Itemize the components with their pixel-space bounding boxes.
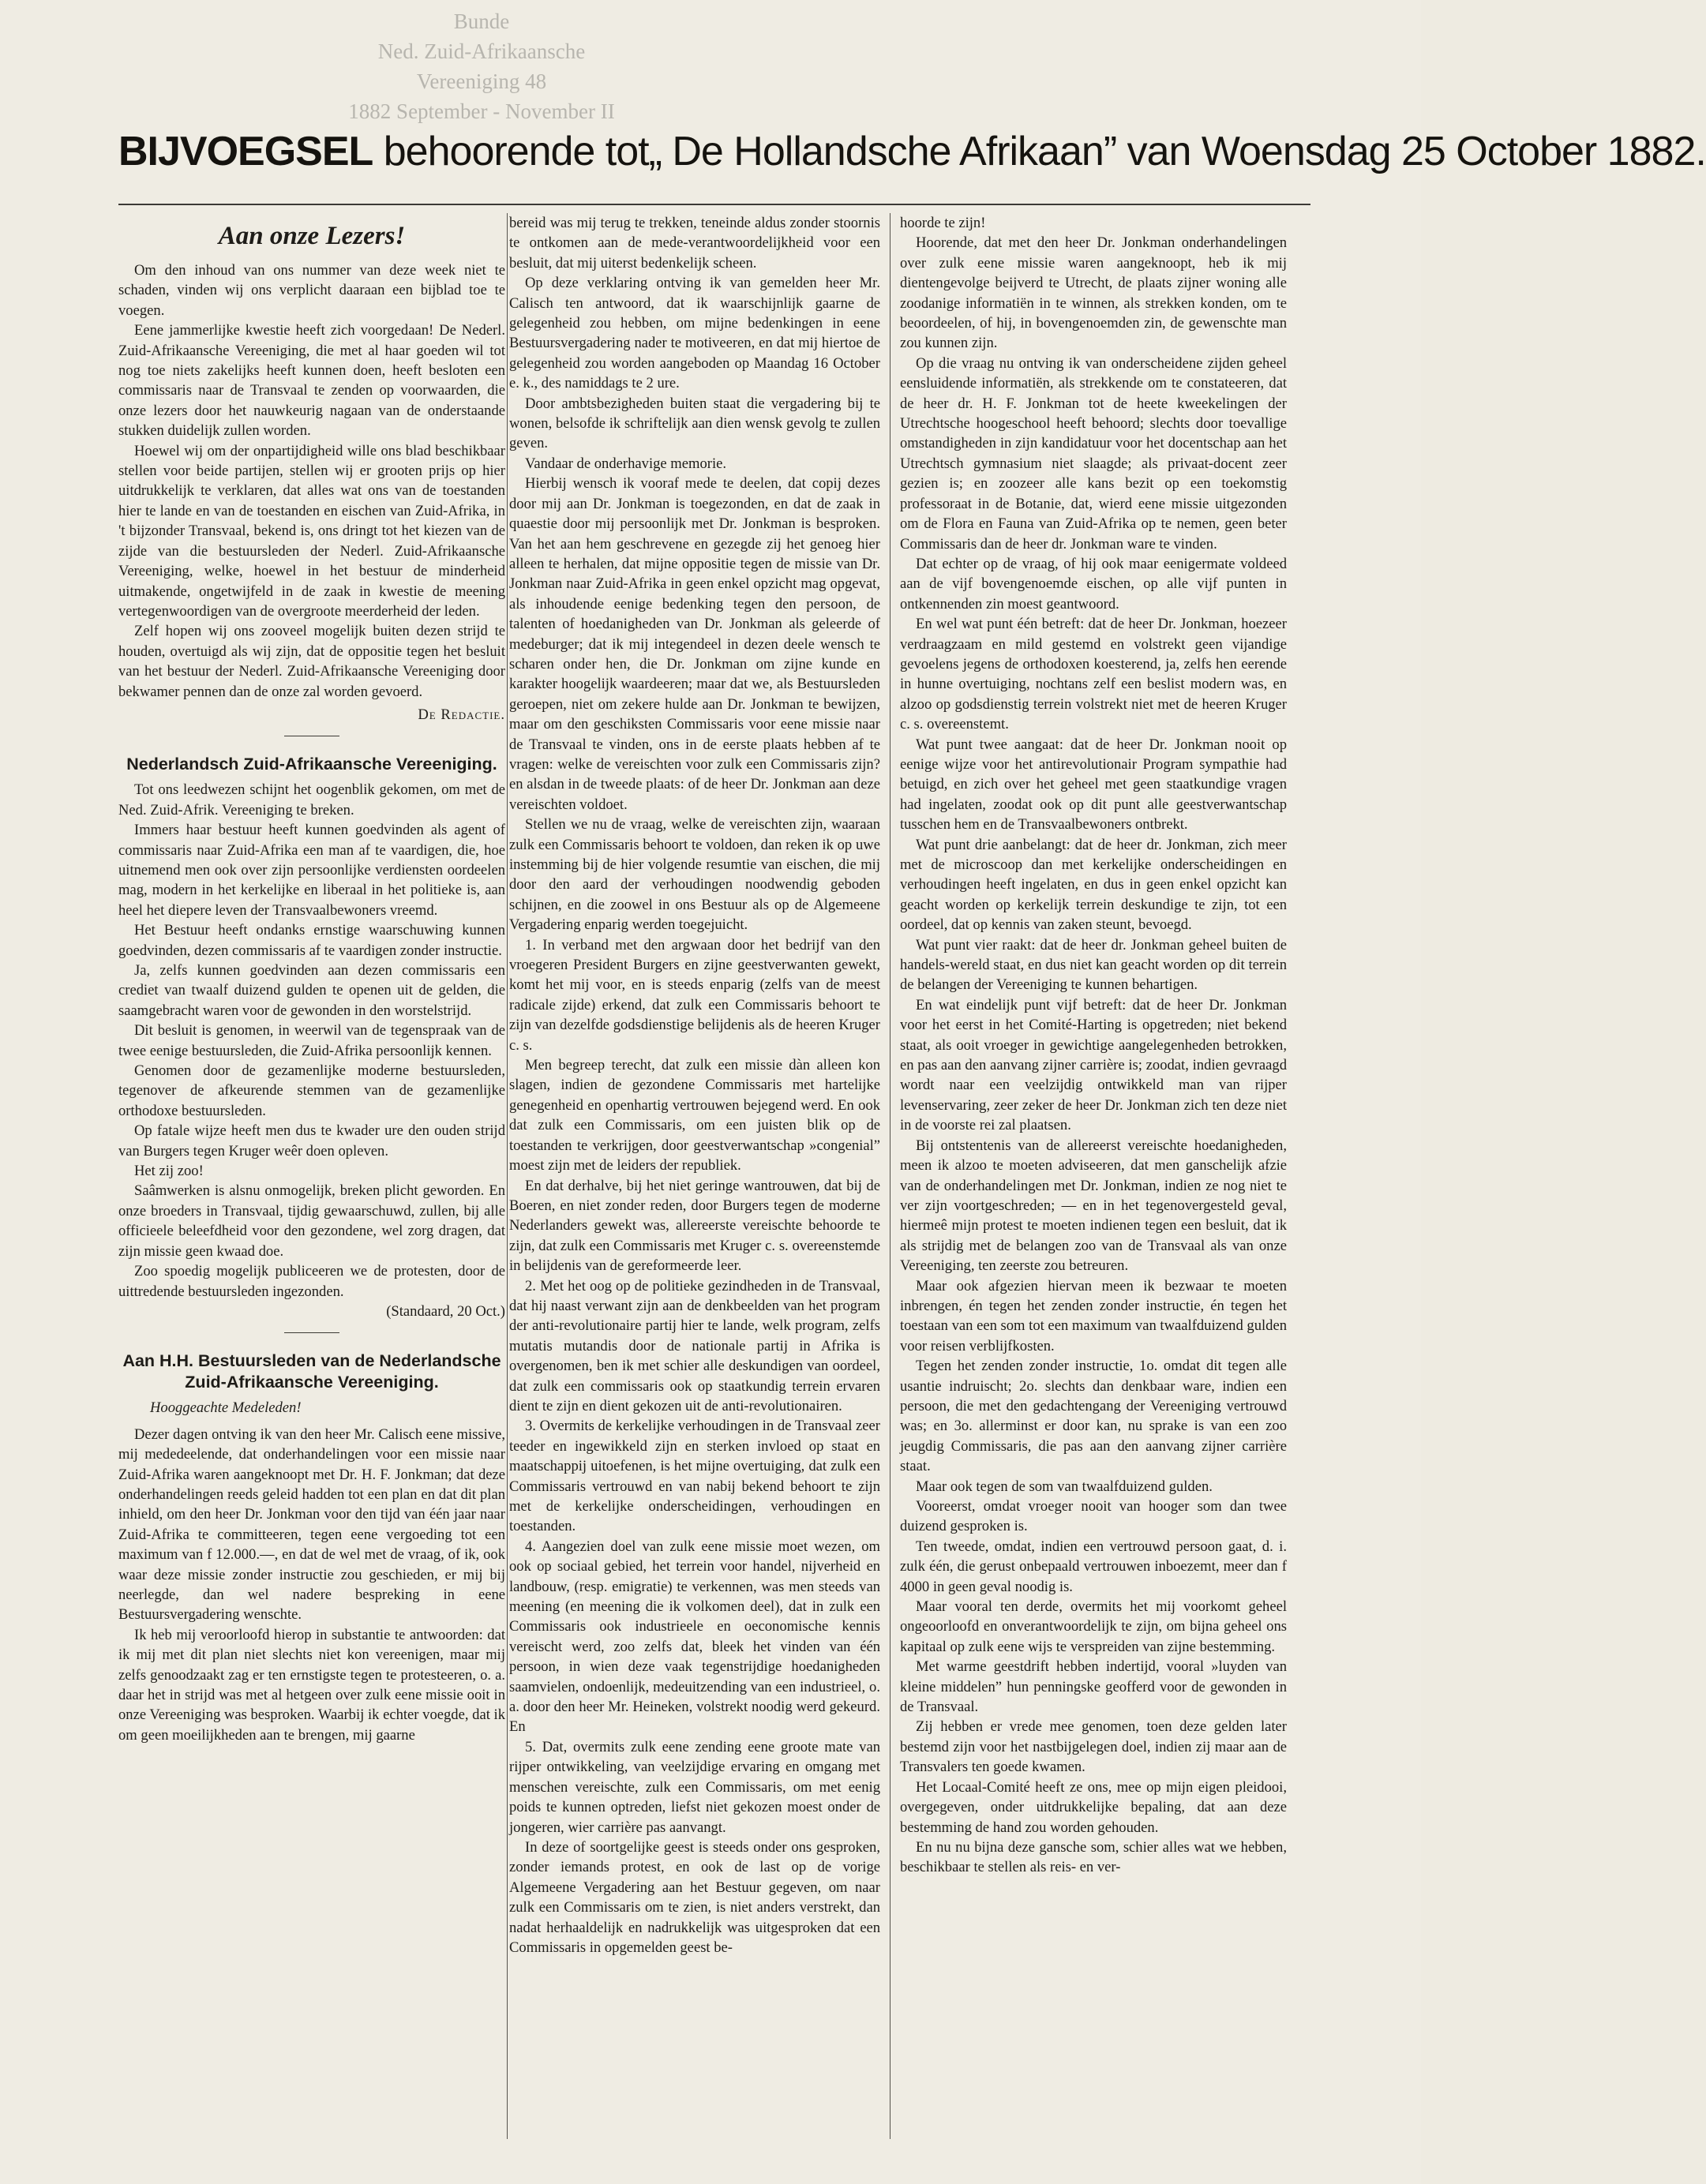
paragraph: 5. Dat, overmits zulk eene zending eene groote mate van rijper ontwikkeling, van veelzijdige ervaring en omgang met menschen vereischte, zulk een Commissaris, om met eenig poids te kunnen optreden, liefst niet gekozen moest onder de jongeren, wier carrière pas aanvangt. [509, 1738, 880, 1836]
paragraph: Eene jammerlijke kwestie heeft zich voorgedaan! De Nederl. Zuid-Afrikaansche Vereeniging, die met al haar goeden wil tot nog toe niets zakelijks heeft kunnen doen, heeft besloten een commissaris naar de Transvaal te zenden op voorwaarden, die onze lezers door het nauwkeurig nagaan van de onderstaande stukken duidelijk zullen worden. [118, 322, 505, 440]
stamp-line: Vereeniging 48 [416, 69, 547, 93]
paragraph: Wat punt twee aangaat: dat de heer Dr. Jonkman nooit op eenige wijze voor het antirevolutionair Program sympathie had betuigd, en zich over het geheel met geen staatkundige vragen had ingelaten, zoodat ook op dit punt alle geestverwantschap tusschen hem en de Transvaalbewoners ontbrekt. [900, 736, 1287, 834]
stamp-line: Bunde [453, 9, 510, 33]
column-1 [118, 213, 505, 2155]
paragraph: Maar vooral ten derde, overmits het mij voorkomt geheel ongeoorloofd en onverantwoordelijk te zijn, om bijna geheel ons kapitaal op zulk eene wijs te verspreiden van zijne bestemming. [900, 1598, 1287, 1655]
paragraph: Hierbij wensch ik vooraf mede te deelen, dat copij dezes door mij aan Dr. Jonkman is toegezonden, en dat de zaak in quaestie door mij persoonlijk met Dr. Jonkman is besproken. Van het aan hem geschrevene en gezegde zij het genoeg hier alleen te herhalen, dat mijne oppositie tegen de missie van Dr. Jonkman naar Zuid-Afrika in geen enkel opzicht mag opgevat, als inhoudende eenige bedenking tegen den persoon, de talenten of hoedanigheden van Dr. Jonkman als geleerde of medeburger; dat ik mij integendeel in dezen deele wensch te scharen onder hen, die Dr. Jonkman om zijne kunde en karakter hoogelijk waardeeren; maar dat we, als Bestuursleden geroepen, niet om zekere hulde aan Dr. Jonkman te bewijzen, maar om den geschiksten Commissaris voor eene missie naar de Transvaal te vinden, ons in de eerste plaats hebben af te vragen: welke de vereischten voor zulk een Commissaris zijn? en alsdan in de tweede plaats: of de heer Dr. Jonkman aan deze vereischten voldoet. [509, 475, 880, 813]
paragraph: Zij hebben er vrede mee genomen, toen deze gelden later bestemd zijn voor het nastbijgelegen doel, indien zij maar aan de Transvalers ten goede kwamen. [900, 1718, 1287, 1776]
paragraph: Met warme geestdrift hebben indertijd, vooral »luyden van kleine middelen” hun penningske geofferd voor de gewonden in de Transvaal. [900, 1658, 1287, 1716]
paragraph: bereid was mij terug te trekken, teneinde aldus zonder stoornis te ontkomen aan de mede-verantwoordelijkheid voor een besluit, dat mij uiterst bedenkelijk scheen. [509, 215, 880, 272]
paragraph: Vooreerst, omdat vroeger nooit van hooger som dan twee duizend gesproken is. [900, 1498, 1287, 1535]
column-3 [900, 213, 1287, 2155]
article-title-bestuursleden: Aan H.H. Bestuursleden van de Nederlandsche Zuid-Afrikaansche Vereeniging. [122, 1351, 501, 1392]
paragraph: Door ambtsbezigheden buiten staat die vergadering bij te wonen, belsofde ik schriftelijk aan dien wensk gevolg te zullen geven. [509, 395, 880, 452]
paragraph: 2. Met het oog op de politieke gezindheden in de Transvaal, dat hij naast verwant zijn aan de denkbeelden van het program der anti-revolutionaire partij hier te lande, welk program, zelfs mutatis mutandis door de nationale partij in Afrika is overgenomen, ben ik met schier alle deskundigen van oordeel, dat zulk een commissaris ook op staatkundig terrein ervaren dient te zijn en dient gekozen uit de anti-revolutionairen. [509, 1277, 880, 1414]
paragraph: Genomen door de gezamenlijke moderne bestuursleden, tegenover de afkeurende stemmen van de gezamenlijke orthodoxe bestuursleden. [118, 1062, 505, 1119]
paragraph: Het zij zoo! [134, 1163, 204, 1180]
paragraph: Om den inhoud van ons nummer van deze week niet te schaden, vinden wij ons verplicht daaraan een bijblad toe te voegen. [118, 262, 505, 319]
stamp-line: 1882 September - November II [348, 99, 615, 123]
paragraph: Ik heb mij veroorloofd hierop in substantie te antwoorden: dat ik mij met dit plan niet slechts niet kon vereenigen, maar mij zelfs genoodzaakt zag er ten ernstigste tegen te protesteeren, o. a. daar het in strijd was met al hetgeen over zulk eene missie ooit in onze Vereeniging was besproken. Waarbij ik echter voegde, dat ik om geen moeilijkheden aan te brengen, mij gaarne [118, 1626, 505, 1744]
paragraph: En dat derhalve, bij het niet geringe wantrouwen, dat bij de Boeren, en niet zonder reden, door Burgers tegen de moderne Nederlanders gewekt was, allereerste vereischte behoorde te zijn, dat zulk een Commissaris met Kruger c. s. overeenstemde in belijdenis van de gereformeerde leer. [509, 1177, 880, 1275]
paragraph: 4. Aangezien doel van zulk eene missie moet wezen, om ook op sociaal gebied, het terrein voor handel, nijverheid en landbouw, (resp. emigratie) te verkennen, was men steeds van meening (en meening die ik volkomen deel), dat in zulk een Commissaris ook industrieele en oeconomische kennis vereischt werd, zoo zelfs dat, bleek het vinden van één persoon, in wien deze vaak tegenstrijdige hoedanigheden saamvielen, ondoenlijk, medeuitzending van een industrieel, o. a. door den heer Mr. Heineken, volstrekt noodig werd gekeurd. En [509, 1538, 880, 1736]
paragraph: Op fatale wijze heeft men dus te kwader ure den ouden strijd van Burgers tegen Kruger weêr doen opleven. [118, 1122, 505, 1159]
paragraph: En wat eindelijk punt vijf betreft: dat de heer Dr. Jonkman voor het eerst in het Comité-Harting is opgetreden; niet bekend staat, als ooit vroeger in gewichtige aangelegenheden betrokken, en pas aan den aanvang zijner carrière is; zoodat, indien gevraagd wordt naar een veelzijdig ontwikkeld man van rijper levenservaring, zeer zeker de heer Dr. Jonkman zich ten deze niet in de voorste rei zal plaatsen. [900, 996, 1287, 1134]
paragraph: Dit besluit is genomen, in weerwil van de tegenspraak van de twee eenige bestuursleden, die Zuid-Afrika persoonlijk kennen. [118, 1022, 505, 1059]
paragraph: Bij ontstentenis van de allereerst vereischte hoedanigheden, meen ik alzoo te moeten adviseeren, dat men ganschelijk afzie van de onderhandelingen met Dr. Jonkman, indien ze nog niet te ver zijn voortgeschreden; — en in het tegenovergesteld geval, hiermeê mijn protest te moeten indienen tegen een besluit, dat ik als strijdig met de belangen zoo van de Transvaal als van onze Vereeniging, ten zeerste zou betreuren. [900, 1137, 1287, 1275]
paragraph: Ja, zelfs kunnen goedvinden aan dezen commissaris een crediet van twaalf duizend gulden te openen uit de gelden, die saamgebracht waren voor de gewonden in den worstelstrijd. [118, 962, 505, 1019]
source-line: (Standaard, 20 Oct.) [386, 1302, 505, 1320]
masthead-bold: BIJVOEGSEL [118, 129, 373, 174]
paragraph: Het Locaal-Comité heeft ze ons, mee op mijn eigen pleidooi, overgegeven, onder uitdrukkelijke bepaling, dat aan deze bestemming de hand zou worden gehouden. [900, 1778, 1287, 1836]
paragraph: Zelf hopen wij ons zooveel mogelijk buiten dezen strijd te houden, overtuigd als wij zijn, dat de oppositie tegen het besluit van het bestuur der Nederl. Zuid-Afrikaansche Vereeniging door bekwamer pennen dan de onze zal worden gevoerd. [118, 623, 505, 700]
paragraph: Saâmwerken is alsnu onmogelijk, breken plicht geworden. En onze broeders in Transvaal, tijdig gewaarschuwd, zullen, bij alle officieele beleefdheid voor den gezondene, wel zorg dragen, dat zijn missie geen kwaad doe. [118, 1182, 505, 1260]
salutation: Hooggeachte Medeleden! [150, 1399, 302, 1417]
masthead-rule [118, 204, 1310, 205]
paragraph: Wat punt drie aanbelangt: dat de heer dr. Jonkman, zich meer met de microscoop dan met kerkelijke onderscheidingen en verhoudingen heeft ingelaten, en dus in geen enkel opzicht kan geacht worden op kerkelijk terrein deskundige te zijn, tot een oordeel, dat op kennis van zaken steunt, bevoegd. [900, 836, 1287, 934]
article-title-lezers: Aan onze Lezers! [218, 222, 406, 250]
paragraph: Dezer dagen ontving ik van den heer Mr. Calisch eene missive, mij mededeelende, dat onderhandelingen voor een missie naar Zuid-Afrika waren aangeknoopt met Dr. H. F. Jonkman; dat deze onderhandelingen reeds geleid hadden tot een plan en dat dit plan inhield, om den heer Dr. Jonkman voor den tijd van één jaar naar Zuid-Afrika te committeeren, tegen eene vergoeding tot een maximum van f 12.000.—, en dat de wel met de vraag, of ik, ook waar deze missie zonder instructie zou geschieden, er mij bij neerlegde, dan wel nadere bespreking in eene Bestuursvergadering wenschte. [118, 1425, 505, 1624]
paragraph: Het Bestuur heeft ondanks ernstige waarschuwing kunnen goedvinden, dezen commissaris af te vaardigen zonder instructie. [118, 922, 505, 959]
paragraph: Dat echter op de vraag, of hij ook maar eenigermate voldeed aan de vijf bovengenoemde eischen, op alle vijf punten in ontkennenden zin moest geantwoord. [900, 555, 1287, 612]
paragraph: 3. Overmits de kerkelijke verhoudingen in de Transvaal zeer teeder en ingewikkeld zijn en sterken invloed op staat en maatschappij uitoefenen, is het mijne overtuiging, dat zulk een Commissaris vertrouwd en van nabij bekend behoort te zijn met de kerkelijke onderscheidingen, verhoudingen en toestanden. [509, 1418, 880, 1535]
column-divider [507, 213, 508, 2139]
paragraph: Hoorende, dat met den heer Dr. Jonkman onderhandelingen over zulk eene missie waren aangeknoopt, heb ik mij dientengevolge beijverd te Utrecht, de plaats zijner woning alle zoodanige informatiën in te winnen, als strekken konden, om te beoordeelen, of hij, in bovengenoemden zin, de gewenschte man zou kunnen zijn. [900, 234, 1287, 352]
article-title-vereeniging: Nederlandsch Zuid-Afrikaansche Vereeniging. [126, 755, 497, 774]
masthead-rest: behoorende tot„ De Hollandsche Afrikaan” van Woensdag 25 October 1882. [373, 129, 1706, 174]
stamp-line: Ned. Zuid-Afrikaansche [377, 39, 586, 63]
paragraph: hoorde te zijn! [900, 215, 986, 231]
paragraph: Immers haar bestuur heeft kunnen goedvinden als agent of commissaris naar Zuid-Afrika een man af te vaardigen, die, hoe uitnemend men ook over zijn persoonlijke verdiensten oordeelen mag, modern in het kerkelijke en liberaal in het politieke is, aan heel het diepere leven der Transvaalbewoners vreemd. [118, 822, 505, 919]
paragraph: Ten tweede, omdat, indien een vertrouwd persoon gaat, d. i. zulk één, die gerust onbepaald vertrouwen inboezemt, meer dan f 4000 in geen geval noodig is. [900, 1538, 1287, 1595]
paragraph: Wat punt vier raakt: dat de heer dr. Jonkman geheel buiten de handels-wereld staat, en dus niet kan geacht worden op dit terrein de belangen der Vereeniging te kunnen behartigen. [900, 936, 1287, 994]
column-2 [509, 213, 880, 2155]
signature: De Redactie. [418, 706, 505, 723]
paragraph: 1. In verband met den argwaan door het bedrijf van den vroegeren President Burgers en zijne geestverwanten gewekt, komt het mij voor, en is steeds enparig (zelfs van de meest radicale zijde) erkend, dat zulk een Commissaris behoort te zijn van dezelfde godsdienstige belijdenis als de heeren Kruger c. s. [509, 936, 880, 1054]
paragraph: Stellen we nu de vraag, welke de vereischten zijn, waaraan zulk een Commissaris behoort te voldoen, dan reken ik op uwe instemming bij de hier volgende resumtie van eischen, die mij door den aard der verhoudingen noodwendig geboden schijnen, en die zoowel in ons Bestuur als op de Algemeene Vergadering enparig werden toegejuicht. [509, 816, 880, 934]
paragraph: Zoo spoedig mogelijk publiceeren we de protesten, door de uittredende bestuursleden ingezonden. [118, 1263, 505, 1300]
paragraph: Op deze verklaring ontving ik van gemelden heer Mr. Calisch ten antwoord, dat ik waarschijnlijk gaarne de gelegenheid zou hebben, om mijne bedenkingen in eene Bestuursvergadering nader te motiveeren, en dat mij hiertoe de gelegenheid zou worden aangeboden op Maandag 16 October e. k., des namiddags te 2 ure. [509, 275, 880, 392]
paragraph: In deze of soortgelijke geest is steeds onder ons gesproken, zonder iemands protest, en ook de last op de vorige Algemeene Vergadering aan het Bestuur gegeven, om naar zulk een Commissaris om te zien, is niet anders verstrekt, dan nadat herhaaldelijk en nadrukkelijk was uitgesproken dat een Commissaris in opgemelden geest be- [509, 1838, 880, 1956]
paragraph: En wel wat punt één betreft: dat de heer Dr. Jonkman, hoezeer verdraagzaam en mild gestemd en volstrekt geen vijandige gevoelens jegens de orthodoxen koesterend, ja, zelfs hen eerende in hunne overtuiging, nochtans zelf een beslist modern was, en alzoo op godsdienstig terrein volstrekt niet met de heeren Kruger c. s. overeenstemt. [900, 616, 1287, 733]
separator [284, 1332, 339, 1333]
paragraph: Hoewel wij om der onpartijdigheid wille ons blad beschikbaar stellen voor beide partijen, stellen wij er grooten prijs op hier uitdrukkelijk te verklaren, dat alles wat ons van de toestanden hier te lande en van de toestanden en eischen van Zuid-Afrika, in 't bijzonder Transvaal, bekend is, ons dringt tot het kiezen van de zijde van die bestuursleden der Nederl. Zuid-Afrikaansche Vereeniging, welke, hoewel in het bestuur de minderheid uitmakende, ongetwijfeld in de zaak in kwestie de meening vertegenwoordigen van de overgroote meerderheid der leden. [118, 442, 505, 620]
masthead [118, 126, 1706, 177]
paragraph: Tot ons leedwezen schijnt het oogenblik gekomen, om met de Ned. Zuid-Afrik. Vereeniging te breken. [118, 781, 505, 819]
paragraph: Maar ook afgezien hiervan meen ik bezwaar te moeten inbrengen, én tegen het zenden zonder instructie, én tegen het toestaan van een som tot een maximum van twaalfduizend gulden voor reisen verblijfkosten. [900, 1277, 1288, 1354]
paragraph: Op die vraag nu ontving ik van onderscheidene zijden geheel eensluidende informatiën, als strekkende om te constateeren, dat de heer dr. H. F. Jonkman tot de heete kweekelingen der Utrechtsche hoogeschool heeft behoord; slechts door toevallige omstandigheden in zijn kandidatuur voor het docentschap aan het Utrechtsch gymnasium niet slaagde; als privaat-docent zeer gezien is; en zoozeer alle kans bezit op een toekomstig professoraat in de Botanie, dat, wierd eene missie uitgezonden om de Flora en Fauna van Zuid-Afrika op te nemen, geen beter Commissaris dan de heer dr. Jonkman ware te vinden. [900, 354, 1287, 553]
paragraph: Tegen het zenden zonder instructie, 1o. omdat dit tegen alle usantie indruischt; 2o. slechts dan denkbaar ware, indien een persoon, die met den gedachtengang der Vereeniging vertrouwd was; en 3o. allerminst er door kan, nu sprake is van een zoo jeugdig Commissaris, die pas aan den aanvang zijner carrière staat. [900, 1358, 1287, 1475]
paragraph: En nu nu bijna deze gansche som, schier alles wat we hebben, beschikbaar te stellen als reis- en ver- [900, 1838, 1287, 1876]
paragraph: Maar ook tegen de som van twaalfduizend gulden. [916, 1478, 1213, 1495]
paragraph: Vandaar de onderhavige memorie. [525, 455, 727, 472]
archive-stamp [261, 6, 703, 126]
paragraph: Men begreep terecht, dat zulk een missie dàn alleen kon slagen, indien de gezondene Commissaris met hartelijke genegenheid en openhartig vertrouwen bejegend werd. En ook dat zulk een Commissaris, om een juisten blik op de toestanden te verkrijgen, door geestverwantschap »congenial” moest zijn met de leiders der republiek. [509, 1057, 880, 1174]
